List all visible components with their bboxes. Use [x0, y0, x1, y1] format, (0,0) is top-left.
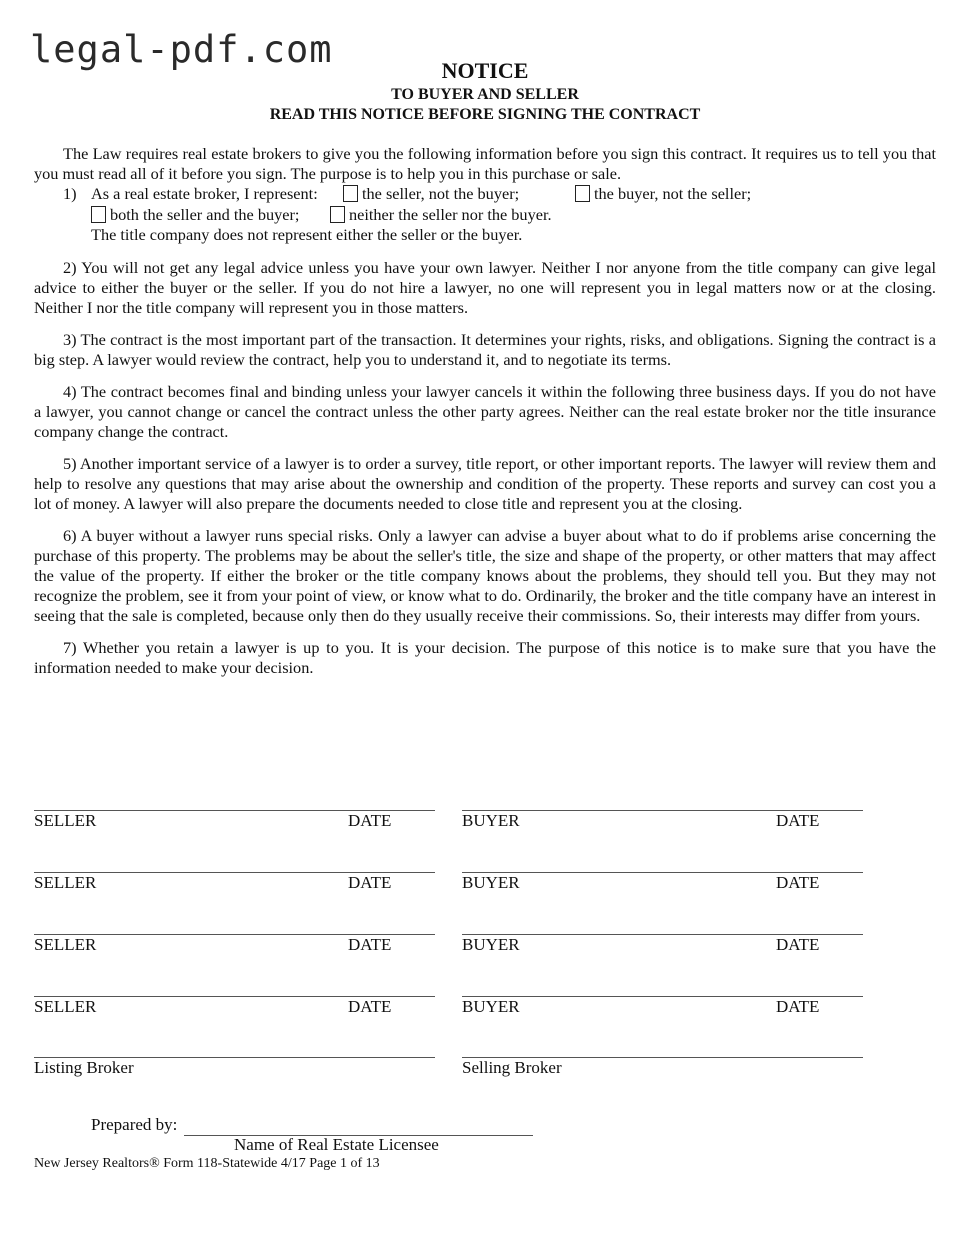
notice-body: [34, 144, 936, 690]
date-label: DATE: [348, 873, 392, 892]
watermark: legal-pdf.com: [30, 28, 333, 71]
paragraph-2: 2) You will not get any legal advice unless you have your own lawyer. Neither I nor anyone from the title company can give legal advice to either the buyer or the seller. If you do not hire a lawyer, no one will represent you in legal matters now or at the closing. Neither I nor the title company will represent you in those matters.: [34, 257, 936, 317]
licensee-name-caption: Name of Real Estate Licensee: [234, 1135, 439, 1154]
seller-label: SELLER: [34, 811, 97, 830]
prepared-by-label: Prepared by:: [91, 1115, 178, 1134]
form-footer: New Jersey Realtors® Form 118-Statewide 4/17 Page 1 of 13: [34, 1156, 380, 1171]
listing-broker-label: Listing Broker: [34, 1058, 134, 1077]
date-label: DATE: [776, 935, 820, 954]
date-label: DATE: [776, 873, 820, 892]
checkbox-label-both: both the seller and the buyer;: [110, 204, 300, 224]
paragraph-5: 5) Another important service of a lawyer is to order a survey, title report, or other important reports. The lawyer will review them and help to resolve any questions that may arise about the ownership and condition of the property. These reports and survey can cost you a lot of money. A lawyer will also prepare the documents needed to close title and represent you at the closing.: [34, 453, 936, 513]
representation-item: [34, 184, 936, 246]
date-label: DATE: [348, 935, 392, 954]
date-label: DATE: [776, 997, 820, 1016]
checkbox-both[interactable]: [91, 206, 106, 223]
seller-label: SELLER: [34, 997, 97, 1016]
item-number: 1): [63, 184, 77, 203]
paragraph-3: 3) The contract is the most important part of the transaction. It determines your rights, risks, and obligations. Signing the contract is a big step. A lawyer would review the contract, help you to understand it, and to negotiate its terms.: [34, 329, 936, 369]
page-title: NOTICE: [441, 58, 529, 83]
paragraph-7: 7) Whether you retain a lawyer is up to you. It is your decision. The purpose of this notice is to make sure that you have the information needed to make your decision.: [34, 637, 936, 677]
checkbox-label-seller-only: the seller, not the buyer;: [362, 184, 520, 203]
paragraph-6: 6) A buyer without a lawyer runs special risks. Only a lawyer can advise a buyer about what to do if problems arise concerning the purchase of this property. The problems may be about the seller's title, the size and shape of the property, or other matters that may affect the value of the property. If either the broker or the title company knows about the problems, they should tell you. But they may not recognize the problem, see it from your point of view, or know what to do. Ordinarily, the broker and the title company have an interest in seeing that the sale is completed, because only then do they usually receive their commissions. So, their interests may differ from yours.: [34, 525, 936, 625]
selling-broker-label: Selling Broker: [462, 1058, 562, 1077]
page-subtitle-instruction: READ THIS NOTICE BEFORE SIGNING THE CONTRACT: [269, 106, 701, 123]
checkbox-buyer-only[interactable]: [575, 185, 590, 202]
paragraph-4: 4) The contract becomes final and binding unless your lawyer cancels it within the following three business days. If you do not have a lawyer, you cannot change or cancel the contract unless the other party agrees. Neither can the real estate broker nor the title insurance company change the contract.: [34, 381, 936, 441]
page-subtitle: TO BUYER AND SELLER: [391, 86, 579, 103]
seller-label: SELLER: [34, 935, 97, 954]
representation-lead: As a real estate broker, I represent:: [91, 184, 318, 203]
buyer-label: BUYER: [462, 811, 520, 830]
date-label: DATE: [348, 811, 392, 830]
checkbox-neither[interactable]: [330, 206, 345, 223]
intro-paragraph: The Law requires real estate brokers to give you the following information before you sign this contract. It requires us to tell you that you must read all of it before you sign. The purpose is to help you in this purchase or sale.: [34, 144, 936, 183]
date-label: DATE: [348, 997, 392, 1016]
title-company-note: The title company does not represent either the seller or the buyer.: [91, 225, 523, 244]
buyer-label: BUYER: [462, 997, 520, 1016]
seller-label: SELLER: [34, 873, 97, 892]
checkbox-label-buyer-only: the buyer, not the seller;: [594, 184, 752, 203]
date-label: DATE: [776, 811, 820, 830]
checkbox-label-neither: neither the seller nor the buyer.: [349, 204, 552, 224]
buyer-label: BUYER: [462, 935, 520, 954]
checkbox-seller-only[interactable]: [343, 185, 358, 202]
buyer-label: BUYER: [462, 873, 520, 892]
